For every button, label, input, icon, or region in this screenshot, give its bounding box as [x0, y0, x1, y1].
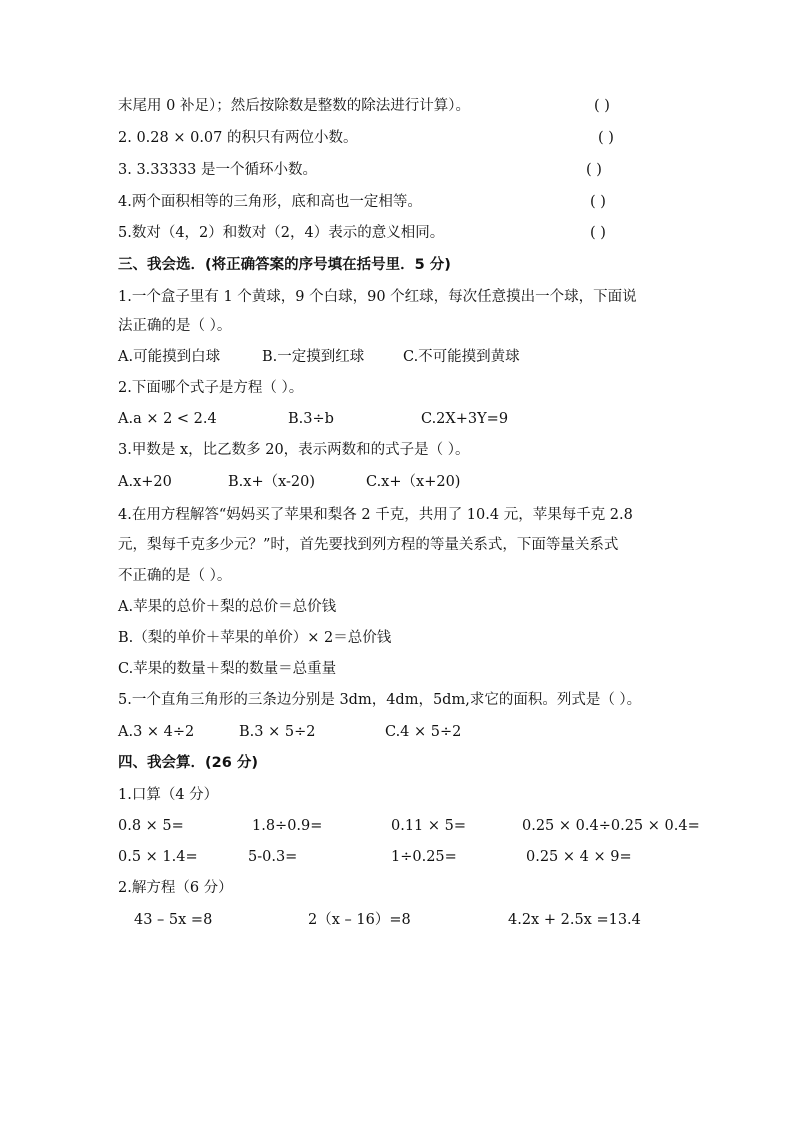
- oral-calc-title: 1.口算（4 分）: [118, 787, 219, 803]
- choice-q2-option-c[interactable]: C.2X+3Y=9: [421, 411, 509, 427]
- choice-q4-line3: 不正确的是（ ）。: [118, 568, 232, 584]
- choice-q3-option-a[interactable]: A.x+20: [118, 474, 172, 490]
- judge-item-3-answer-paren[interactable]: ( ): [586, 162, 602, 178]
- choice-q4-line2: 元，梨每千克多少元？”时，首先要找到列方程的等量关系式，下面等量关系式: [118, 537, 619, 553]
- oral-calc-item: 0.25 × 4 × 9=: [526, 849, 632, 865]
- oral-calc-item: 1÷0.25=: [391, 849, 457, 865]
- choice-q5-option-c[interactable]: C.4 × 5÷2: [385, 724, 462, 740]
- oral-calc-item: 0.8 × 5=: [118, 818, 184, 834]
- choice-q3-option-c[interactable]: C.x+（x+20): [366, 474, 461, 490]
- equation-item: 4.2x + 2.5x =13.4: [508, 912, 641, 928]
- oral-calc-item: 1.8÷0.9=: [252, 818, 323, 834]
- choice-q1-line2: 法正确的是（ ）。: [118, 318, 232, 334]
- equation-item: 2（x – 16）=8: [308, 912, 411, 928]
- equation-title: 2.解方程（6 分）: [118, 880, 233, 896]
- choice-q2-option-b[interactable]: B.3÷b: [288, 411, 334, 427]
- equation-item: 43 – 5x =8: [134, 912, 213, 928]
- judge-item-2-answer-paren[interactable]: ( ): [598, 130, 614, 146]
- choice-q2-option-a[interactable]: A.a × 2 < 2.4: [118, 411, 217, 427]
- choice-q5-option-b[interactable]: B.3 × 5÷2: [239, 724, 316, 740]
- oral-calc-item: 5-0.3=: [248, 849, 298, 865]
- judge-item-5-answer-paren[interactable]: ( ): [590, 225, 606, 241]
- choice-q1-line1: 1.一个盒子里有 1 个黄球，9 个白球，90 个红球，每次任意摸出一个球，下面说: [118, 289, 637, 305]
- choice-q4-line1: 4.在用方程解答“妈妈买了苹果和梨各 2 千克，共用了 10.4 元，苹果每千克 2.8: [118, 507, 633, 523]
- choice-q4-option-a[interactable]: A.苹果的总价＋梨的总价＝总价钱: [118, 599, 337, 615]
- judge-item-1-answer-paren[interactable]: ( ): [594, 98, 610, 114]
- choice-q3: 3.甲数是 x，比乙数多 20，表示两数和的式子是（ ）。: [118, 442, 470, 458]
- oral-calc-item: 0.11 × 5=: [391, 818, 467, 834]
- choice-q3-option-b[interactable]: B.x+（x-20): [228, 474, 316, 490]
- judge-item-5-text: 5.数对（4，2）和数对（2，4）表示的意义相同。: [118, 225, 445, 241]
- judge-item-2-text: 2. 0.28 × 0.07 的积只有两位小数。: [118, 130, 358, 146]
- choice-q2: 2.下面哪个式子是方程（ ）。: [118, 380, 304, 396]
- choice-q4-option-c[interactable]: C.苹果的数量＋梨的数量＝总重量: [118, 661, 337, 677]
- choice-q5: 5.一个直角三角形的三条边分别是 3dm，4dm，5dm,求它的面积。列式是（ ）。: [118, 692, 642, 708]
- judge-item-4-answer-paren[interactable]: ( ): [590, 194, 606, 210]
- oral-calc-item: 0.5 × 1.4=: [118, 849, 198, 865]
- choice-q1-option-a[interactable]: A.可能摸到白球: [118, 349, 221, 365]
- judge-item-1-text: 末尾用 0 补足）；然后按除数是整数的除法进行计算）。: [118, 98, 470, 114]
- judge-item-4-text: 4.两个面积相等的三角形，底和高也一定相等。: [118, 194, 422, 210]
- choice-q1-option-b[interactable]: B.一定摸到红球: [262, 349, 365, 365]
- section-3-heading: 三、我会选．(将正确答案的序号填在括号里．5 分): [118, 257, 451, 273]
- choice-q1-option-c[interactable]: C.不可能摸到黄球: [403, 349, 520, 365]
- oral-calc-item: 0.25 × 0.4÷0.25 × 0.4=: [522, 818, 700, 834]
- section-4-heading: 四、我会算．(26 分): [118, 755, 258, 771]
- choice-q5-option-a[interactable]: A.3 × 4÷2: [118, 724, 195, 740]
- choice-q4-option-b[interactable]: B.（梨的单价＋苹果的单价）× 2＝总价钱: [118, 630, 392, 646]
- judge-item-3-text: 3. 3.33333 是一个循环小数。: [118, 162, 318, 178]
